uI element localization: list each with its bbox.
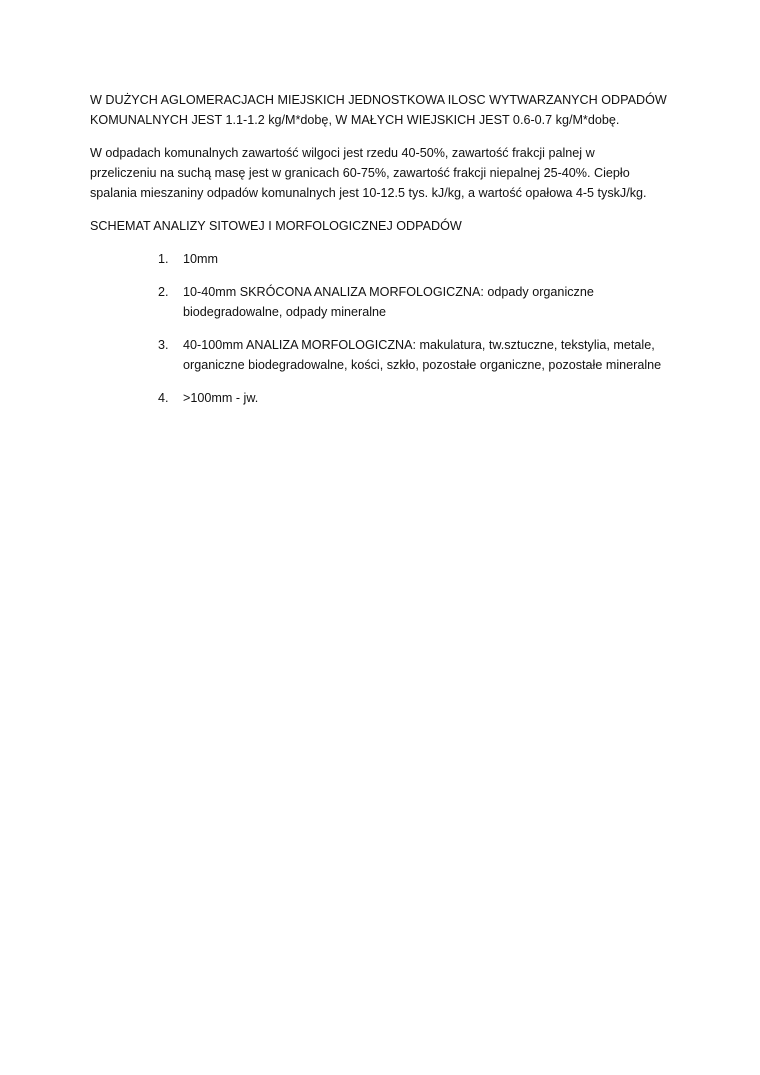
- analysis-scheme-list: [90, 249, 680, 408]
- list-item: [90, 249, 680, 269]
- list-item-number: 1.: [158, 252, 169, 266]
- list-item: [90, 282, 680, 322]
- section-heading: SCHEMAT ANALIZY SITOWEJ I MORFOLOGICZNEJ ODPADÓW: [90, 219, 462, 233]
- list-item-text: 40-100mm ANALIZA MORFOLOGICZNA: makulatura, tw.sztuczne, tekstylia, metale, organiczne biodegradowalne, kości, szkło, pozostałe organiczne, pozostałe mineralne: [183, 338, 662, 372]
- list-item-number: 2.: [158, 285, 169, 299]
- paragraph-waste-generation: W DUŻYCH AGLOMERACJACH MIEJSKICH JEDNOSTKOWA ILOSC WYTWARZANYCH ODPADÓW KOMUNALNYCH JEST 1.1-1.2 kg/M*dobę, W MAŁYCH WIEJSKICH JEST 0.6-0.7 kg/M*dobę.: [90, 93, 667, 127]
- list-item: [90, 335, 680, 375]
- list-item-text: >100mm - jw.: [183, 391, 259, 405]
- list-item: [90, 388, 680, 408]
- list-item-text: 10mm: [183, 252, 218, 266]
- list-item-number: 3.: [158, 338, 169, 352]
- list-item-text: 10-40mm SKRÓCONA ANALIZA MORFOLOGICZNA: odpady organiczne biodegradowalne, odpady mineralne: [183, 285, 594, 319]
- list-item-number: 4.: [158, 391, 169, 405]
- document-body: [90, 90, 680, 421]
- paragraph-waste-composition: W odpadach komunalnych zawartość wilgoci jest rzedu 40-50%, zawartość frakcji palnej w przeliczeniu na suchą masę jest w granicach 60-75%, zawartość frakcji niepalnej 25-40%. Ciepło spalania mieszaniny odpadów komunalnych jest 10-12.5 tys. kJ/kg, a wartość opałowa 4-5 tyskJ/kg.: [90, 146, 647, 200]
